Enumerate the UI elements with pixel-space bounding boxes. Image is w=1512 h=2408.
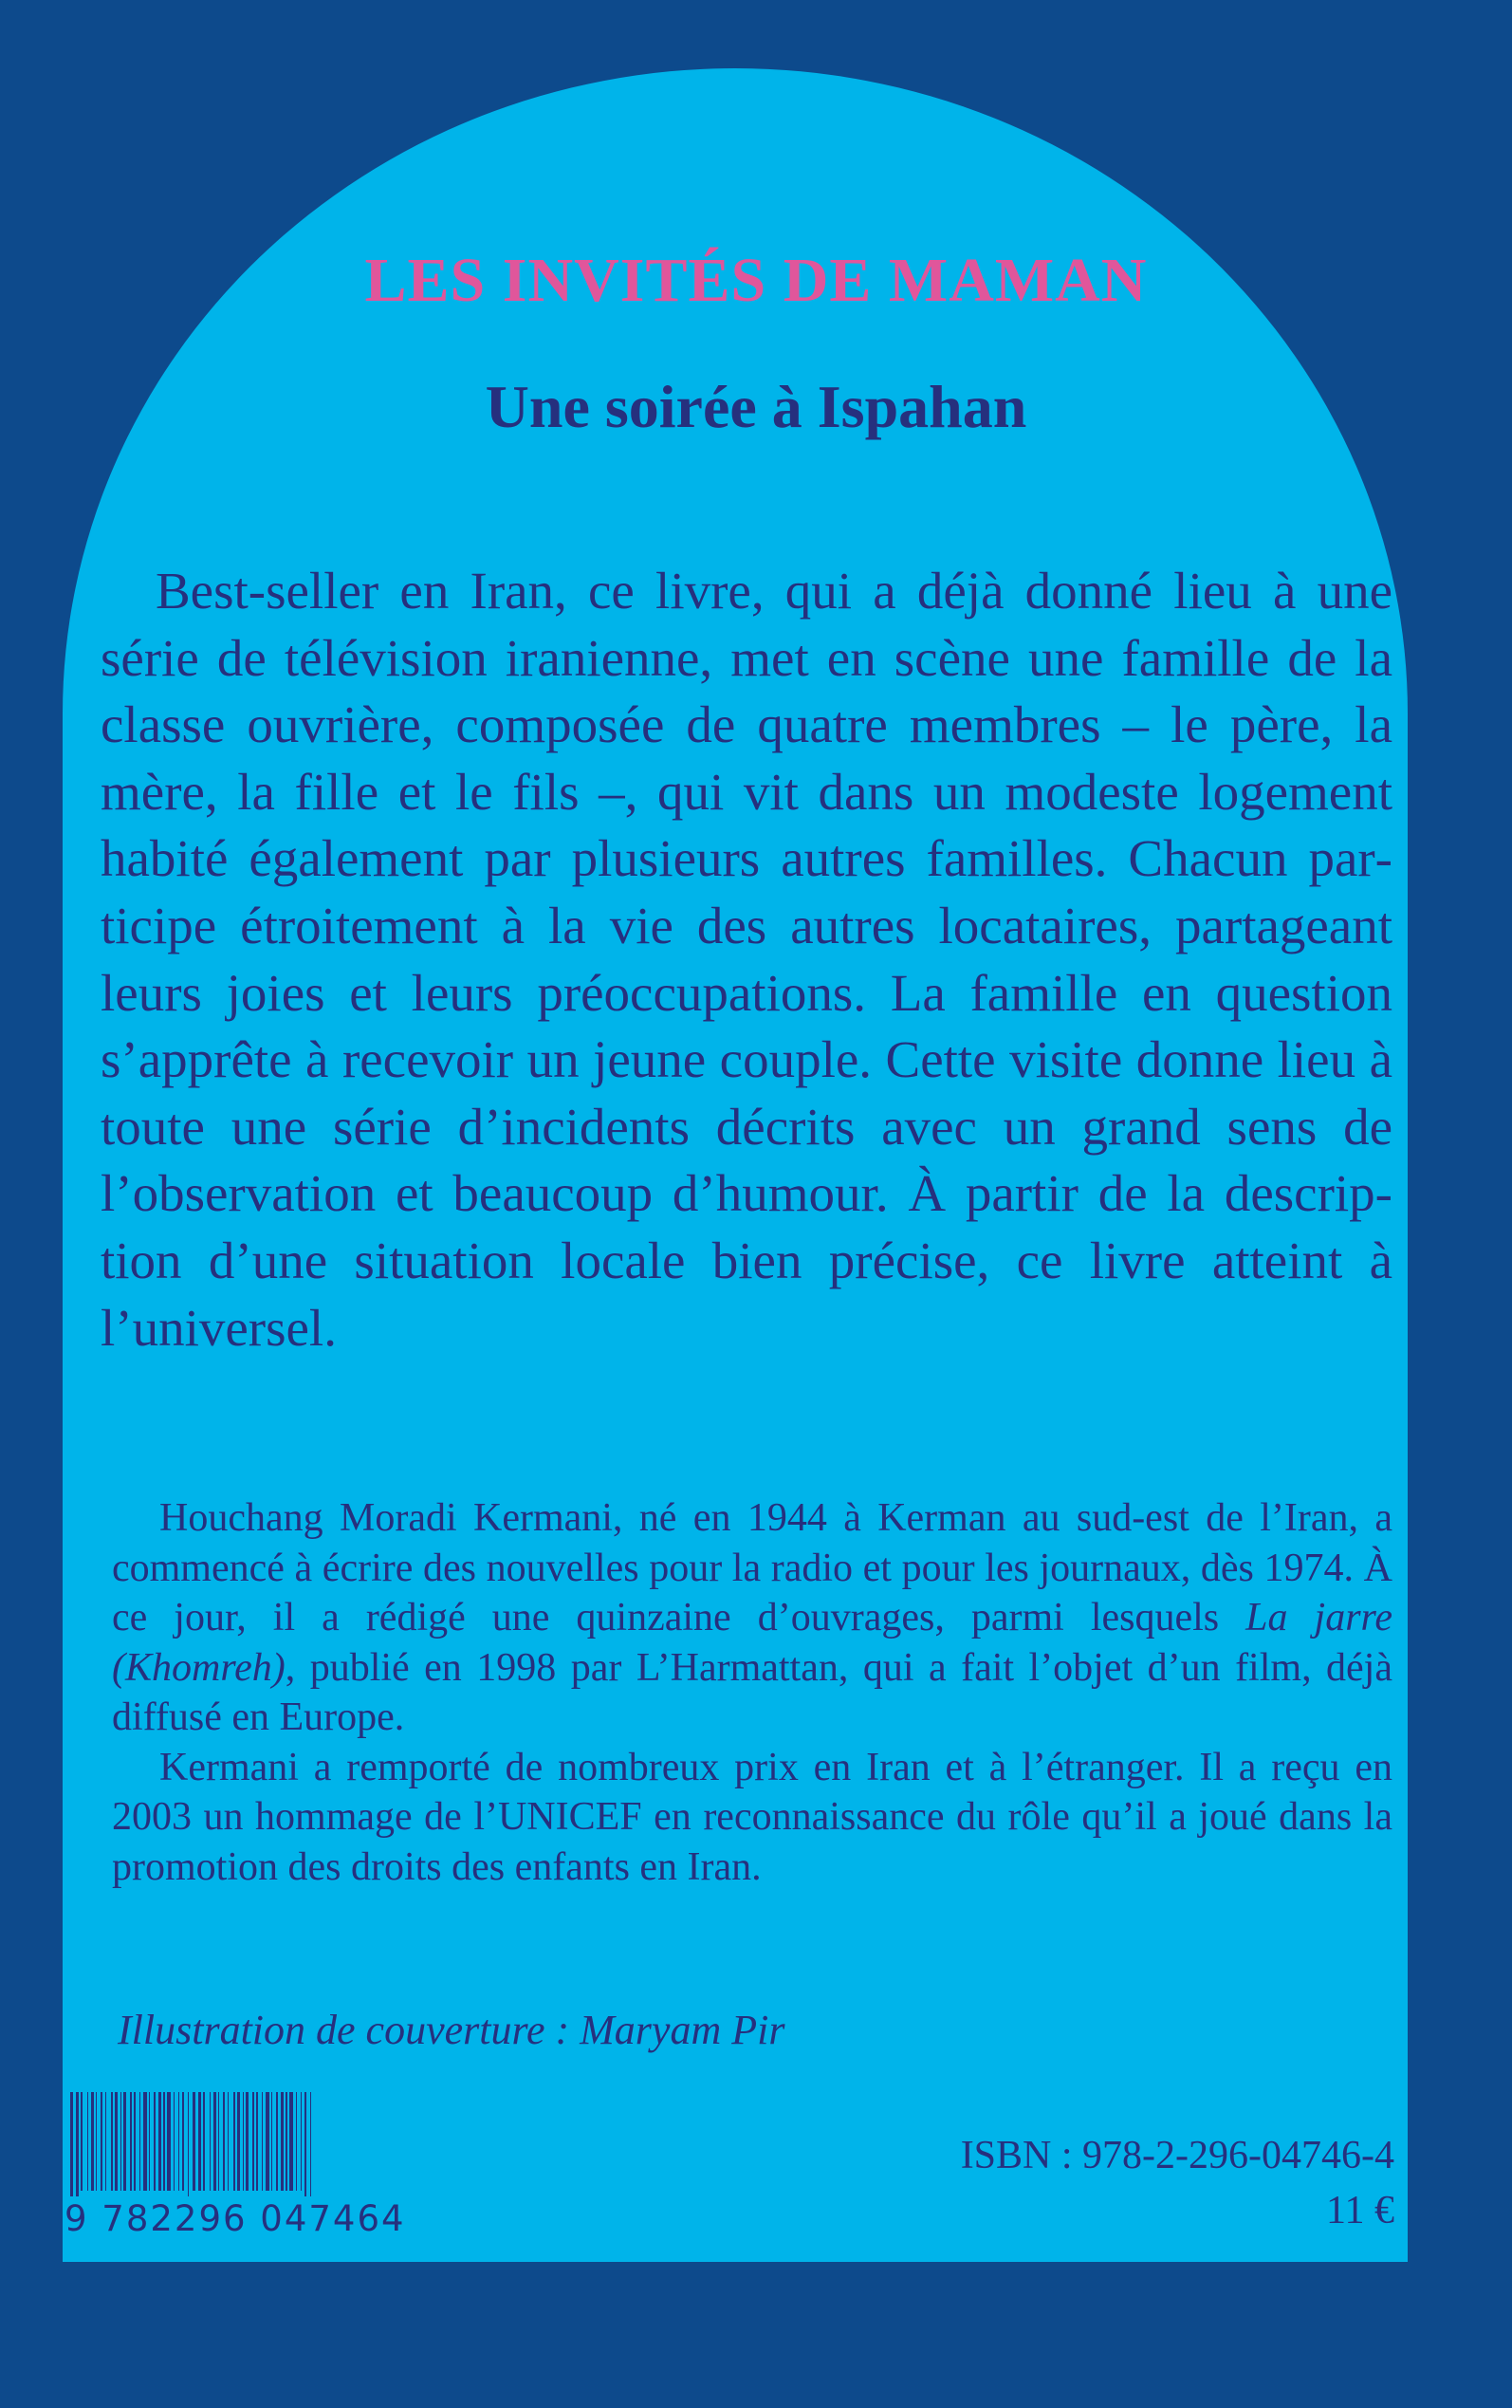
barcode-bar — [310, 2092, 311, 2196]
barcode-bar — [301, 2092, 302, 2191]
barcode-bar — [115, 2092, 118, 2191]
barcode-bar — [286, 2092, 287, 2191]
barcode-bar — [243, 2092, 244, 2191]
barcode-bar — [105, 2092, 106, 2191]
barcode-bar — [218, 2092, 219, 2191]
barcode-bar — [198, 2092, 201, 2191]
barcode — [65, 2092, 434, 2246]
barcode-bar — [271, 2092, 272, 2191]
barcode-bar — [154, 2092, 156, 2191]
barcode-bar — [203, 2092, 205, 2191]
illustration-credit: Illustration de couverture : Maryam Pir — [118, 2007, 785, 2053]
barcode-bar — [130, 2092, 132, 2191]
bio-text-after: , publié en 1998 par L’Harmattan, qui a fait l’objet d’un film, déjà diffusé en Europe. — [112, 1645, 1392, 1739]
barcode-bar — [101, 2092, 102, 2191]
barcode-bar — [213, 2092, 216, 2191]
barcode-bar — [134, 2092, 136, 2191]
barcode-bar — [70, 2092, 73, 2196]
bio-text-before: Houchang Moradi Kermani, né en 1944 à Kerman au sud-est de l’Iran, a commencé à écrire des nouvelles pour la radio et pour les journaux, dès 1974. À ce jour, il a rédigé une quinzaine d’ouvrages, parmi lesquels — [112, 1496, 1392, 1639]
barcode-bar — [237, 2092, 240, 2191]
barcode-bar — [228, 2092, 229, 2191]
barcode-bar — [178, 2092, 179, 2191]
barcode-bar — [296, 2092, 297, 2191]
barcode-bar — [233, 2092, 235, 2191]
barcode-bar — [210, 2092, 211, 2191]
barcode-bar — [193, 2092, 195, 2191]
barcode-bar — [76, 2092, 79, 2196]
barcode-bar — [252, 2092, 254, 2191]
barcode-bar — [246, 2092, 249, 2191]
barcode-bar — [163, 2092, 165, 2191]
barcode-bar — [281, 2092, 284, 2191]
barcode-bar — [123, 2092, 126, 2191]
barcode-bar — [262, 2092, 263, 2191]
barcode-bar — [111, 2092, 113, 2191]
barcode-bar — [256, 2092, 258, 2191]
barcode-bar — [158, 2092, 161, 2191]
price: 11 € — [1326, 2189, 1394, 2232]
isbn: ISBN : 978-2-296-04746-4 — [960, 2134, 1394, 2177]
barcode-bar — [276, 2092, 278, 2191]
barcode-bar — [81, 2092, 83, 2191]
bio-book-title: La jarre (Khomreh) — [112, 1596, 1392, 1690]
barcode-bars — [65, 2092, 434, 2196]
barcode-bar — [266, 2092, 269, 2191]
barcode-bar — [143, 2092, 147, 2191]
bio-paragraph-1 — [112, 1493, 1392, 1743]
barcode-bar — [87, 2092, 88, 2191]
book-subtitle: Une soirée à Ispahan — [485, 373, 1027, 440]
barcode-bar — [167, 2092, 171, 2191]
barcode-bar — [289, 2092, 293, 2191]
barcode-bar — [91, 2092, 94, 2191]
barcode-bar — [182, 2092, 184, 2191]
author-bio — [112, 1493, 1392, 1892]
barcode-bar — [120, 2092, 121, 2191]
barcode-bar — [304, 2092, 306, 2196]
book-title: LES INVITÉS DE MAMAN — [364, 246, 1148, 315]
barcode-bar — [149, 2092, 150, 2191]
barcode-bar — [139, 2092, 140, 2191]
bio-paragraph-2: Kermani a remporté de nombreux prix en Iran et à l’étranger. Il a reçu en 2003 un hommage de l’UNICEF en reconnaissance du rôle qu’il a joué dans la promotion des droits des enfants en Iran. — [112, 1745, 1392, 1889]
summary-text: Best-seller en Iran, ce livre, qui a déjà donné lieu à une série de télévision iranienne, met en scène une famille de la classe ouvrière, composée de quatre membres – le père, la mère, la fille et le fils –, qui vit dans un modeste logement habité également par plusieurs autres familles. Chacun participe étroitement à la vie des autres locataires, partageant leurs joies et leurs préoccupations. La famille en question s’apprête à recevoir un jeune couple. Cette visite donne lieu à toute une série d’incidents décrits avec un grand sens de l’observation et beaucoup d’humour. À partir de la description d’une situation locale bien précise, ce livre atteint à l’universel. — [101, 562, 1392, 1357]
barcode-bar — [174, 2092, 175, 2191]
barcode-bar — [223, 2092, 225, 2191]
barcode-bar — [188, 2092, 189, 2196]
barcode-bar — [96, 2092, 97, 2191]
barcode-digits: 9 782296 047464 — [65, 2198, 406, 2239]
